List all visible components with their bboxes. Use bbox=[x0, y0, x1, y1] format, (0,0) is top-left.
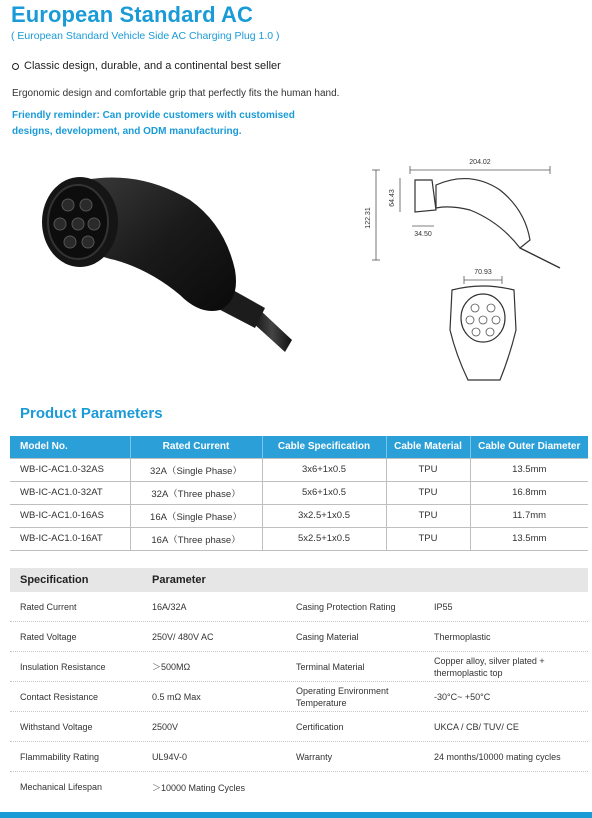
spec-key: Withstand Voltage bbox=[20, 721, 93, 732]
column-header: Model No. bbox=[10, 436, 130, 458]
column-header: Cable Outer Diameter bbox=[470, 436, 588, 458]
spec-value: 2500V bbox=[152, 721, 179, 732]
table-row bbox=[10, 481, 588, 504]
table-cell: 5x6+1x0.5 bbox=[262, 481, 386, 504]
feature-bullet bbox=[12, 60, 281, 72]
specification-table bbox=[10, 568, 588, 802]
product-parameters-table bbox=[10, 436, 588, 551]
spec-value: 24 months/10000 mating cycles bbox=[434, 751, 561, 762]
spec-value: -30°C~ +50°C bbox=[434, 691, 491, 702]
page-title: European Standard AC bbox=[11, 2, 253, 27]
spec-key: Insulation Resistance bbox=[20, 661, 106, 672]
table-row bbox=[10, 527, 588, 550]
spec-value: Thermoplastic bbox=[434, 631, 491, 642]
spec-row bbox=[10, 592, 588, 622]
spec-value: 0.5 mΩ Max bbox=[152, 691, 201, 702]
spec-row bbox=[10, 742, 588, 772]
column-header: Rated Current bbox=[130, 436, 262, 458]
dim-face-width-label: 70.93 bbox=[474, 269, 492, 276]
table-cell: WB-IC-AC1.0-32AT bbox=[10, 481, 130, 504]
dim-length-label: 204.02 bbox=[469, 159, 491, 166]
table-cell: TPU bbox=[386, 481, 470, 504]
reminder-text: Friendly reminder: Can provide customers with customised designs, development, and ODM manufacturing. bbox=[12, 110, 295, 137]
dimension-drawing bbox=[360, 150, 580, 410]
table-cell: 13.5mm bbox=[470, 458, 588, 481]
page-subtitle: ( European Standard Vehicle Side AC Charging Plug 1.0 ) bbox=[11, 30, 280, 42]
description-text: Ergonomic design and comfortable grip that perfectly fits the human hand. bbox=[12, 88, 340, 99]
table-cell: WB-IC-AC1.0-32AS bbox=[10, 458, 130, 481]
spec-key: Casing Material bbox=[296, 631, 359, 642]
spec-value: 16A/32A bbox=[152, 601, 187, 612]
table-cell: 13.5mm bbox=[470, 527, 588, 550]
table-cell: 32A（Three phase） bbox=[130, 481, 262, 504]
table-cell: TPU bbox=[386, 527, 470, 550]
dim-head-width-label: 34.50 bbox=[414, 231, 432, 238]
charging-plug-photo bbox=[30, 160, 300, 370]
spec-value: ＞10000 Mating Cycles bbox=[152, 782, 246, 793]
spec-key: Operating Environment Temperature bbox=[296, 685, 389, 708]
column-header: Cable Specification bbox=[262, 436, 386, 458]
table-row bbox=[10, 504, 588, 527]
table-row bbox=[10, 458, 588, 481]
spec-value: UKCA / CB/ TUV/ CE bbox=[434, 721, 519, 732]
table-header-row bbox=[10, 436, 588, 458]
spec-key: Casing Protection Rating bbox=[296, 601, 396, 612]
spec-key: Contact Resistance bbox=[20, 691, 99, 702]
table-cell: 32A（Single Phase） bbox=[130, 458, 262, 481]
spec-row bbox=[10, 772, 588, 802]
spec-key: Certification bbox=[296, 721, 344, 732]
spec-value: 250V/ 480V AC bbox=[152, 631, 214, 642]
spec-row bbox=[10, 712, 588, 742]
footer-accent-bar bbox=[0, 812, 592, 818]
table-cell: 3x6+1x0.5 bbox=[262, 458, 386, 481]
table-cell: 16A（Single Phase） bbox=[130, 504, 262, 527]
spec-value: IP55 bbox=[434, 601, 453, 612]
feature-text: Classic design, durable, and a continental best seller bbox=[24, 60, 281, 72]
circle-bullet-icon bbox=[12, 63, 19, 70]
spec-key: Terminal Material bbox=[296, 661, 365, 672]
spec-row bbox=[10, 622, 588, 652]
table-cell: WB-IC-AC1.0-16AS bbox=[10, 504, 130, 527]
spec-key: Mechanical Lifespan bbox=[20, 782, 103, 792]
table-cell: TPU bbox=[386, 504, 470, 527]
spec-key: Warranty bbox=[296, 751, 333, 762]
table-cell: WB-IC-AC1.0-16AT bbox=[10, 527, 130, 550]
spec-key: Rated Current bbox=[20, 601, 77, 612]
spec-row bbox=[10, 652, 588, 682]
table-cell: TPU bbox=[386, 458, 470, 481]
specification-header bbox=[10, 568, 588, 592]
table-cell: 16A（Three phase） bbox=[130, 527, 262, 550]
column-header: Cable Material bbox=[386, 436, 470, 458]
spec-row bbox=[10, 682, 588, 712]
dim-height-label: 122.31 bbox=[365, 207, 372, 229]
table-cell: 3x2.5+1x0.5 bbox=[262, 504, 386, 527]
table-cell: 16.8mm bbox=[470, 481, 588, 504]
spec-key: Flammability Rating bbox=[20, 751, 100, 762]
spec-value: Copper alloy, silver plated + thermoplastic top bbox=[434, 655, 545, 678]
table-cell: 5x2.5+1x0.5 bbox=[262, 527, 386, 550]
dim-head-height-label: 64.43 bbox=[389, 189, 396, 207]
spec-key: Rated Voltage bbox=[20, 631, 77, 642]
parameter-heading: Parameter bbox=[152, 574, 206, 586]
specification-heading: Specification bbox=[20, 574, 89, 586]
spec-value: UL94V-0 bbox=[152, 751, 188, 762]
product-parameters-title: Product Parameters bbox=[20, 405, 163, 422]
table-cell: 11.7mm bbox=[470, 504, 588, 527]
spec-value: ＞500MΩ bbox=[152, 662, 191, 672]
